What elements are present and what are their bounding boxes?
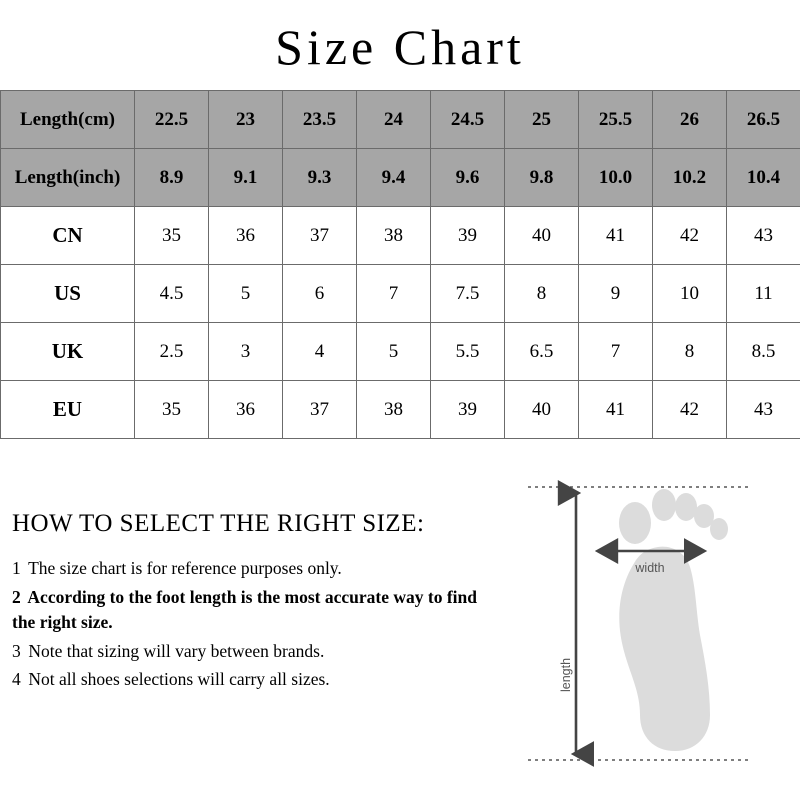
table-cell: 25.5 <box>579 91 653 149</box>
table-row <box>1 323 800 381</box>
table-cell: 8 <box>653 323 727 381</box>
table-cell: 3 <box>209 323 283 381</box>
table-cell: 9.3 <box>283 149 357 207</box>
row-label: Length(cm) <box>1 91 135 149</box>
foot-silhouette-icon <box>619 489 728 751</box>
table-cell: 2.5 <box>135 323 209 381</box>
list-item <box>12 556 482 581</box>
list-item-text: Not all shoes selections will carry all sizes. <box>28 669 330 690</box>
table-row <box>1 207 800 265</box>
table-cell: 36 <box>209 207 283 265</box>
page-title: Size Chart <box>275 19 525 75</box>
table-cell: 37 <box>283 381 357 439</box>
list-item-number: 1 <box>12 558 21 578</box>
list-item-text: The size chart is for reference purposes only. <box>28 558 342 578</box>
size-chart-container <box>0 90 800 439</box>
table-row <box>1 149 800 207</box>
table-cell: 41 <box>579 381 653 439</box>
how-to-select-section <box>12 510 482 696</box>
table-cell: 7 <box>357 265 431 323</box>
list-item <box>12 639 482 664</box>
table-cell: 39 <box>431 207 505 265</box>
table-cell: 10.0 <box>579 149 653 207</box>
table-cell: 24.5 <box>431 91 505 149</box>
size-chart-table <box>0 90 800 439</box>
table-cell: 8.9 <box>135 149 209 207</box>
table-cell: 25 <box>505 91 579 149</box>
table-cell: 11 <box>727 265 800 323</box>
table-cell: 5 <box>357 323 431 381</box>
width-label: width <box>635 561 665 575</box>
table-cell: 23.5 <box>283 91 357 149</box>
list-item-number: 3 <box>12 640 21 661</box>
list-item-number: 4 <box>12 669 21 690</box>
table-cell: 35 <box>135 207 209 265</box>
row-label: Length(inch) <box>1 149 135 207</box>
how-to-list <box>12 556 482 692</box>
table-cell: 6 <box>283 265 357 323</box>
table-cell: 4.5 <box>135 265 209 323</box>
list-item-number: 2 <box>12 586 21 607</box>
table-cell: 39 <box>431 381 505 439</box>
table-cell: 36 <box>209 381 283 439</box>
table-cell: 7 <box>579 323 653 381</box>
table-cell: 8 <box>505 265 579 323</box>
table-cell: 22.5 <box>135 91 209 149</box>
table-row <box>1 381 800 439</box>
table-cell: 8.5 <box>727 323 800 381</box>
table-cell: 26.5 <box>727 91 800 149</box>
table-cell: 40 <box>505 207 579 265</box>
table-cell: 9.1 <box>209 149 283 207</box>
table-cell: 26 <box>653 91 727 149</box>
list-item <box>12 667 482 692</box>
table-cell: 38 <box>357 381 431 439</box>
table-cell: 41 <box>579 207 653 265</box>
list-item-text: Note that sizing will vary between brands. <box>28 640 325 661</box>
length-label: length <box>559 657 573 693</box>
table-cell: 38 <box>357 207 431 265</box>
table-cell: 23 <box>209 91 283 149</box>
table-cell: 10.2 <box>653 149 727 207</box>
table-cell: 9.8 <box>505 149 579 207</box>
table-cell: 43 <box>727 207 800 265</box>
table-cell: 24 <box>357 91 431 149</box>
table-cell: 9.4 <box>357 149 431 207</box>
table-cell: 42 <box>653 381 727 439</box>
how-to-heading: HOW TO SELECT THE RIGHT SIZE: <box>12 510 425 537</box>
table-cell: 5 <box>209 265 283 323</box>
row-label: UK <box>1 323 135 381</box>
table-cell: 42 <box>653 207 727 265</box>
table-cell: 35 <box>135 381 209 439</box>
list-item <box>12 585 482 635</box>
table-cell: 37 <box>283 207 357 265</box>
row-label: US <box>1 265 135 323</box>
table-cell: 43 <box>727 381 800 439</box>
table-cell: 9 <box>579 265 653 323</box>
table-cell: 5.5 <box>431 323 505 381</box>
list-item-text: According to the foot length is the most accurate way to find the right size. <box>12 586 478 632</box>
lower-section <box>0 475 800 800</box>
table-row <box>1 91 800 149</box>
table-row <box>1 265 800 323</box>
foot-measurement-diagram <box>500 475 790 795</box>
table-cell: 10.4 <box>727 149 800 207</box>
row-label: EU <box>1 381 135 439</box>
table-cell: 6.5 <box>505 323 579 381</box>
row-label: CN <box>1 207 135 265</box>
table-cell: 9.6 <box>431 149 505 207</box>
table-cell: 7.5 <box>431 265 505 323</box>
table-cell: 4 <box>283 323 357 381</box>
table-cell: 10 <box>653 265 727 323</box>
table-cell: 40 <box>505 381 579 439</box>
